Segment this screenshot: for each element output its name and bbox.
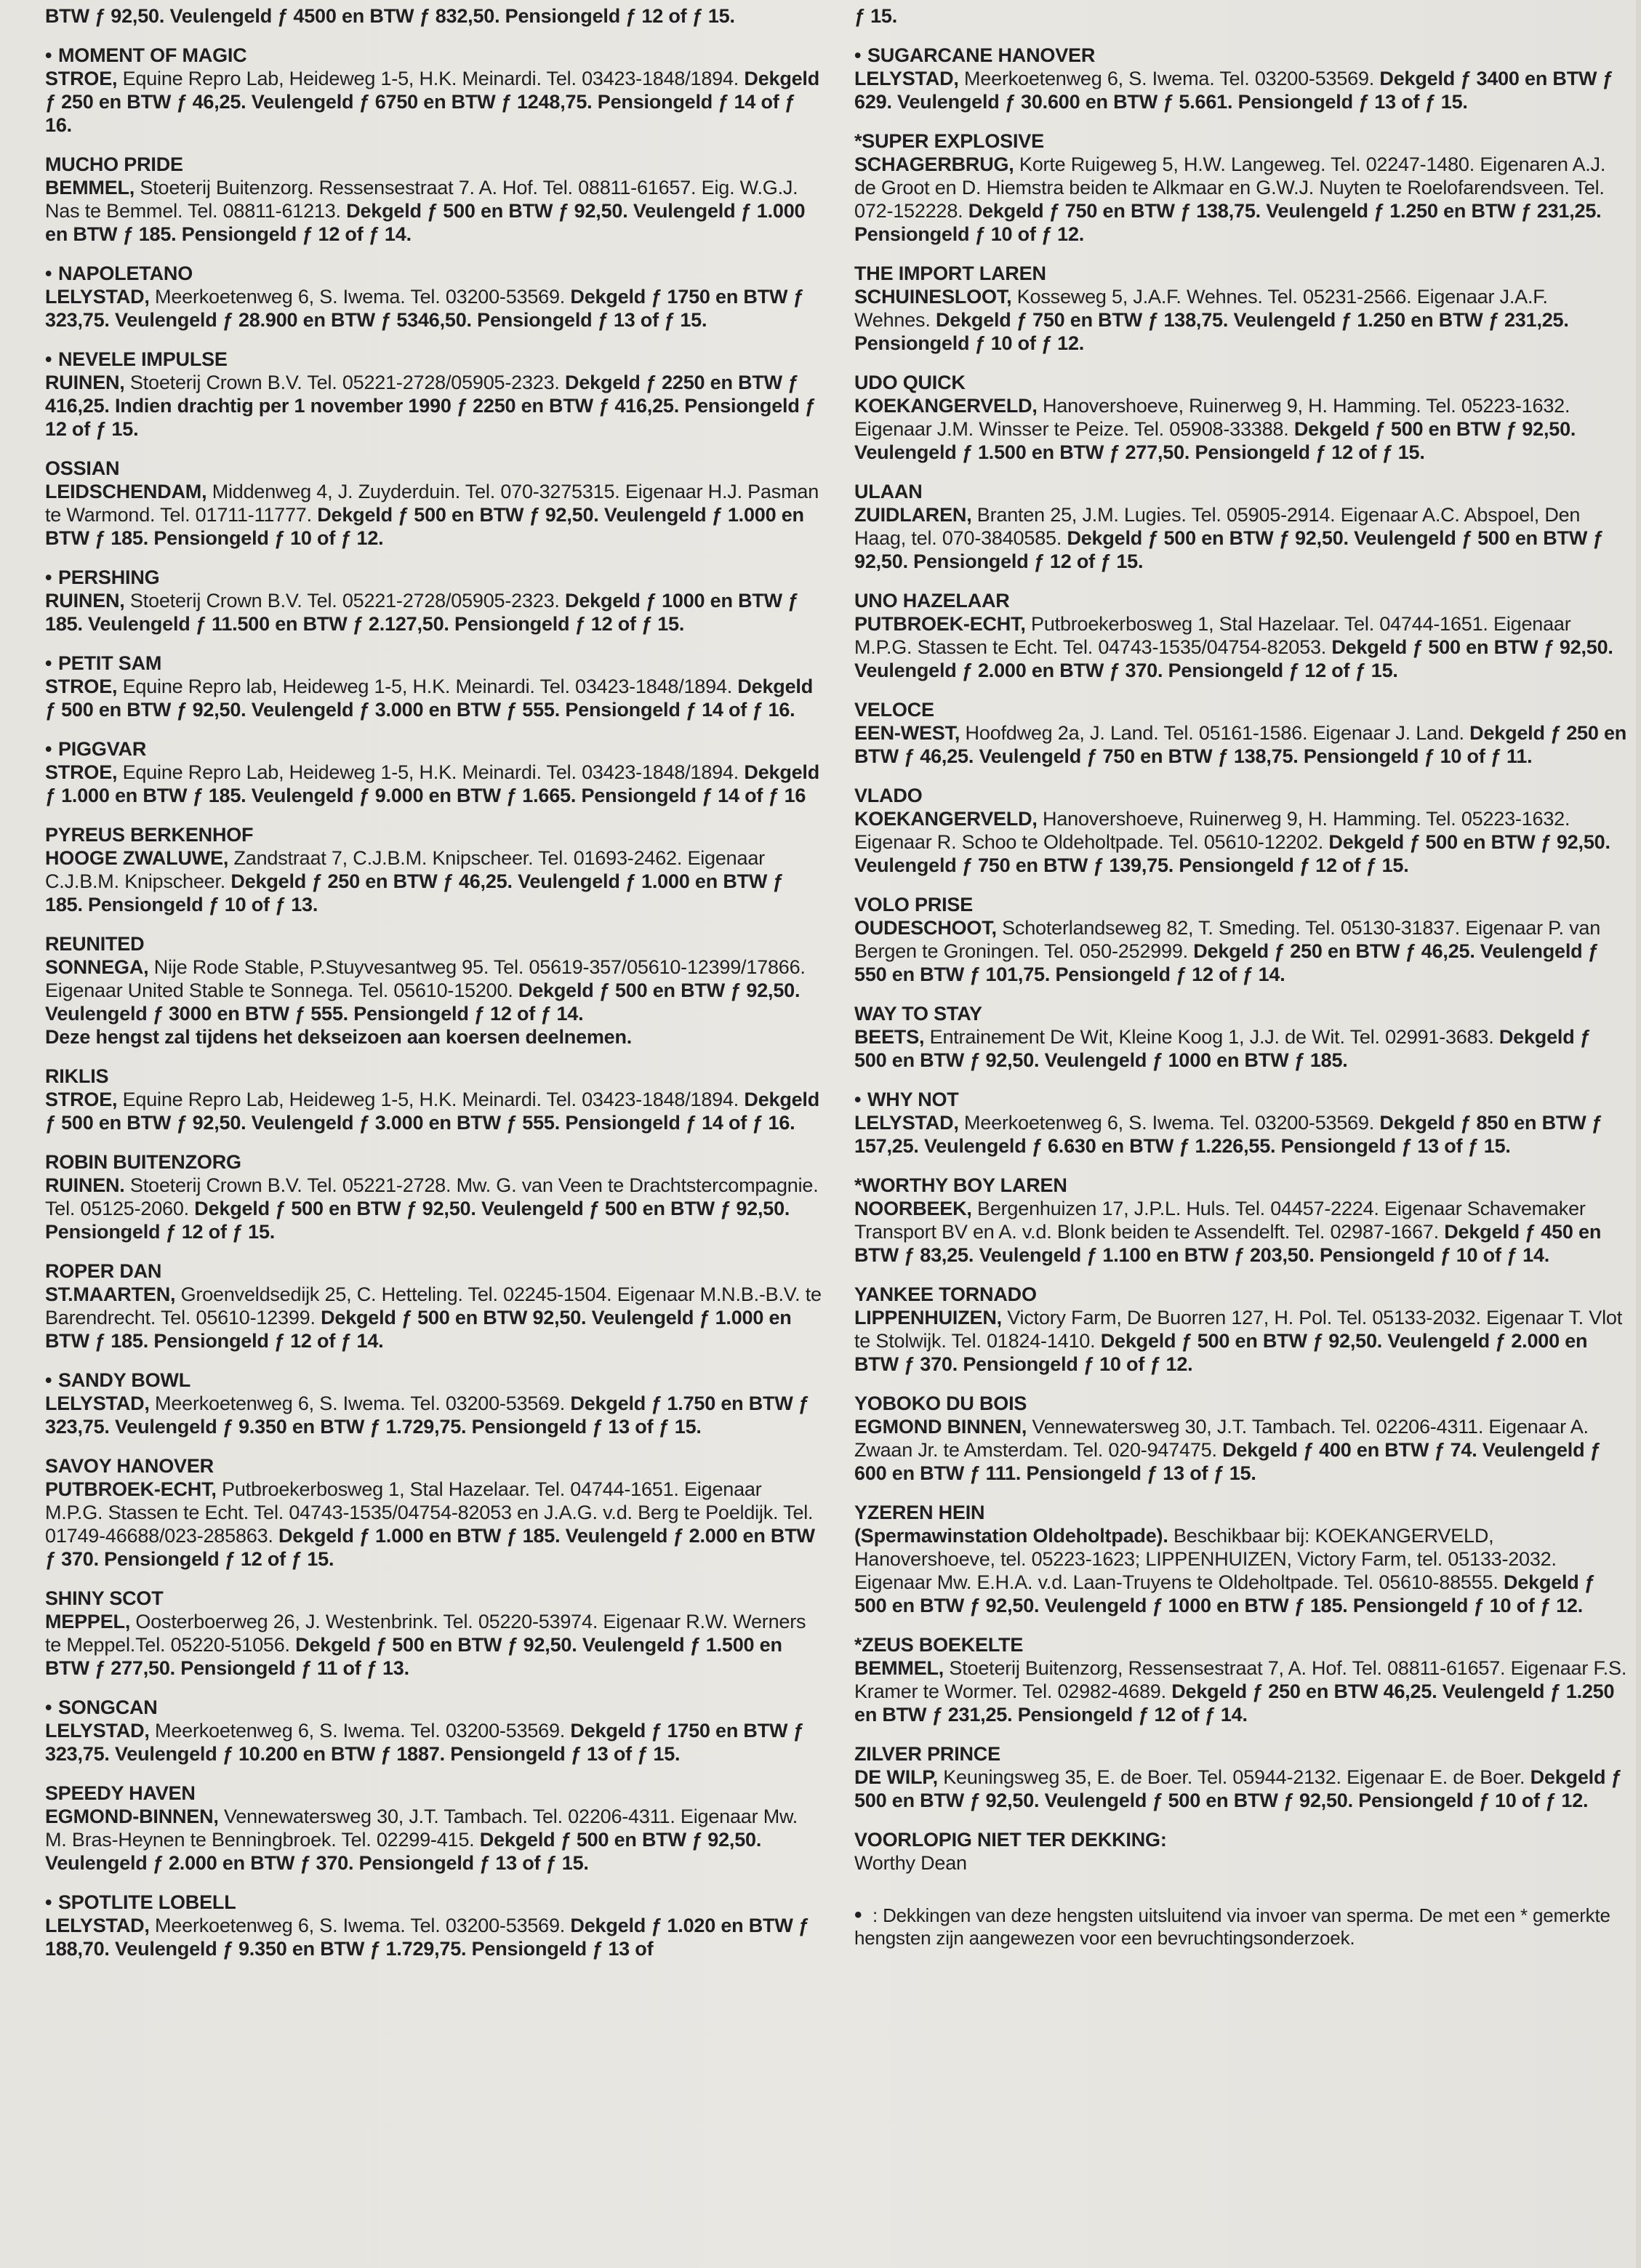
stallion-name: WAY TO STAY <box>854 1003 982 1025</box>
stallion-name: VLADO <box>854 785 923 806</box>
stallion-body <box>45 847 783 915</box>
stallion-fees: Dekgeld ƒ 1.750 en BTW ƒ 323,75. Veulengeld ƒ 9.350 en BTW ƒ 1.729,75. Pensiongeld ƒ 13 of ƒ 15. <box>45 1393 809 1438</box>
stallion-details: Victory Farm, De Buorren 127, H. Pol. Tel. 05133-2032. Eigenaar T. Vlot te Stolwijk. Tel. 01824-1410. <box>854 1307 1622 1352</box>
stallion-name-line <box>854 262 1628 285</box>
stallion-location: EEN-WEST, <box>854 722 960 744</box>
stallion-details: Beschikbaar bij: KOEKANGERVELD, Hanovershoeve, tel. 05223-1623; LIPPENHUIZEN, Victory Farm, tel. 05133-2032. Eigenaar Mw. E.H.A. v.d. Laan-Truyens te Oldeholtpade. Tel. 05610-88555. <box>854 1525 1557 1593</box>
stallion-fees: Dekgeld ƒ 1750 en BTW ƒ 323,75. Veulengeld ƒ 10.200 en BTW ƒ 1887. Pensiongeld ƒ 13 of ƒ 15. <box>45 1720 804 1765</box>
stallion-details: Oosterboerweg 26, J. Westenbrink. Tel. 05220-53974. Eigenaar R.W. Werners te Meppel.Tel. 05220-51056. <box>45 1611 806 1656</box>
stallion-details: Entrainement De Wit, Kleine Koog 1, J.J. de Wit. Tel. 02991-3683. <box>924 1026 1499 1048</box>
stallion-details: Meerkoetenweg 6, S. Iwema. Tel. 03200-53569. <box>958 1112 1380 1134</box>
stallion-body <box>45 676 813 721</box>
stallion-name-line <box>45 44 823 67</box>
stallion-location: EGMOND BINNEN, <box>854 1416 1027 1438</box>
stallion-name-line <box>854 1174 1628 1197</box>
stallion-body <box>45 286 803 331</box>
not-covering-heading: VOORLOPIG NIET TER DEKKING: <box>854 1829 1167 1851</box>
stallion-fees: Dekgeld ƒ 1.000 en BTW ƒ 185. Veulengeld ƒ 2.000 en BTW ƒ 370. Pensiongeld ƒ 12 of ƒ 15. <box>45 1525 815 1570</box>
stallion-body <box>45 177 805 245</box>
stallion-details: Groenveldsedijk 25, C. Hetteling. Tel. 02245-1504. Eigenaar M.N.B.-B.V. te Barendrecht. Tel. 05610-12399. <box>45 1283 822 1329</box>
stallion-name: SHINY SCOT <box>45 1587 164 1609</box>
stallion-details: Vennewatersweg 30, J.T. Tambach. Tel. 02206-4311. Eigenaar A. Zwaan Jr. te Amsterdam. Tel. 020-947475. <box>854 1416 1589 1461</box>
stallion-name: YOBOKO DU BOIS <box>854 1393 1027 1414</box>
stallion-entry <box>854 698 1628 768</box>
stallion-entry <box>854 784 1628 877</box>
stallion-name-line <box>45 262 823 285</box>
stallion-fees: Dekgeld ƒ 250 en BTW 46,25. Veulengeld ƒ 1.250 en BTW ƒ 231,25. Pensiongeld ƒ 12 of ƒ 14. <box>854 1680 1615 1726</box>
stallion-location: KOEKANGERVELD, <box>854 395 1038 417</box>
stallion-entry <box>45 457 823 550</box>
stallion-fees: Dekgeld ƒ 2250 en BTW ƒ 416,25. Indien drachtig per 1 november 1990 ƒ 2250 en BTW ƒ 416,25. Pensiongeld ƒ 12 of ƒ 15. <box>45 372 816 440</box>
stallion-details: Korte Ruigeweg 5, H.W. Langeweg. Tel. 02247-1480. Eigenaren A.J. de Groot en D. Hiemstra beiden te Alkmaar en G.W.J. Nuyten te Roelofarendsveen. Tel. 072-152228. <box>854 153 1606 222</box>
stallion-name-line <box>854 1633 1628 1656</box>
stallion-details: Vennewatersweg 30, J.T. Tambach. Tel. 02206-4311. Eigenaar Mw. M. Bras-Heynen te Benningbroek. Tel. 02299-415. <box>45 1806 798 1851</box>
stallion-location: STROE, <box>45 68 118 89</box>
bullet-icon: • <box>45 1369 52 1391</box>
stallion-location: RUINEN, <box>45 372 125 393</box>
stallion-fees: Dekgeld ƒ 500 en BTW ƒ 92,50. Veulengeld ƒ 2.000 en BTW ƒ 370. Pensiongeld ƒ 12 of ƒ 15. <box>854 636 1613 681</box>
stallion-body <box>854 1026 1591 1071</box>
stallion-entry <box>45 737 823 807</box>
stallion-entry <box>854 1283 1628 1376</box>
stallion-body <box>854 1416 1601 1484</box>
stallion-location: KOEKANGERVELD, <box>854 808 1038 830</box>
continuation-text <box>854 4 1628 28</box>
stallion-fees: Dekgeld ƒ 250 en BTW ƒ 46,25. Veulengeld ƒ 550 en BTW ƒ 101,75. Pensiongeld ƒ 12 of ƒ 14. <box>854 940 1599 985</box>
stallion-body <box>45 761 819 806</box>
stallion-location: STROE, <box>45 676 118 697</box>
stallion-fees: Dekgeld ƒ 500 en BTW ƒ 92,50. Veulengeld ƒ 2.000 en BTW ƒ 370. Pensiongeld ƒ 10 of ƒ 12. <box>854 1330 1588 1375</box>
stallion-body <box>854 722 1626 767</box>
stallion-body <box>854 68 1613 113</box>
stallion-location: OUDESCHOOT, <box>854 917 997 939</box>
stallion-name-line <box>45 1454 823 1478</box>
stallion-location: LELYSTAD, <box>45 1915 150 1936</box>
stallion-fees: Dekgeld ƒ 500 en BTW ƒ 92,50. Veulengeld ƒ 1.000 en BTW ƒ 185. Pensiongeld ƒ 12 of ƒ 14. <box>45 200 806 245</box>
stallion-fees: Dekgeld ƒ 450 en BTW ƒ 83,25. Veulengeld ƒ 1.100 en BTW ƒ 203,50. Pensiongeld ƒ 10 of ƒ 14. <box>854 1221 1602 1266</box>
stallion-name: *WORTHY BOY LAREN <box>854 1174 1067 1196</box>
stallion-entry <box>854 371 1628 464</box>
stallion-location: LIPPENHUIZEN, <box>854 1307 1002 1329</box>
stallion-location: STROE, <box>45 761 118 783</box>
stallion-entry <box>45 652 823 721</box>
stallion-name: NEVELE IMPULSE <box>58 348 228 370</box>
stallion-location: HOOGE ZWALUWE, <box>45 847 229 869</box>
stallion-entry <box>45 44 823 137</box>
stallion-location: NOORBEEK, <box>854 1198 972 1219</box>
stallion-name-line <box>854 371 1628 394</box>
bullet-icon: • <box>45 652 52 674</box>
stallion-body <box>45 1283 822 1352</box>
stallion-name-line <box>854 1742 1628 1766</box>
stallion-details: Equine Repro Lab, Heideweg 1-5, H.K. Meinardi. Tel. 03423-1848/1894. <box>117 761 745 783</box>
stallion-details: Equine Repro lab, Heideweg 1-5, H.K. Meinardi. Tel. 03423-1848/1894. <box>117 676 738 697</box>
stallion-name-line <box>854 1501 1628 1524</box>
stallion-body <box>45 956 806 1025</box>
stallion-details: Middenweg 4, J. Zuyderduin. Tel. 070-3275315. Eigenaar H.J. Pasman te Warmond. Tel. 01711-11777. <box>45 481 819 526</box>
bullet-icon: • <box>45 263 52 284</box>
stallion-entry <box>45 1891 823 1960</box>
stallion-name: ROPER DAN <box>45 1260 162 1282</box>
stallion-body <box>854 613 1613 681</box>
stallion-entry <box>45 932 823 1049</box>
stallion-entry <box>854 1392 1628 1485</box>
continuation-text <box>45 4 823 28</box>
stallion-fees: Dekgeld ƒ 500 en BTW ƒ 92,50. Veulengeld ƒ 1000 en BTW ƒ 185. <box>854 1026 1591 1071</box>
stallion-entry <box>45 262 823 332</box>
stallion-location: BEETS, <box>854 1026 925 1048</box>
stallion-location: SCHAGERBRUG, <box>854 153 1014 175</box>
stallion-name-line <box>854 129 1628 153</box>
stallion-name-line <box>45 1065 823 1088</box>
stallion-name: SONGCAN <box>58 1696 158 1718</box>
stallion-name: SANDY BOWL <box>58 1369 191 1391</box>
stallion-location: LELYSTAD, <box>45 1393 150 1414</box>
stallion-fees: Dekgeld ƒ 3400 en BTW ƒ 629. Veulengeld ƒ 30.600 en BTW ƒ 5.661. Pensiongeld ƒ 13 of ƒ 15. <box>854 68 1613 113</box>
stallion-name: MOMENT OF MAGIC <box>58 44 247 66</box>
stallion-body <box>854 1657 1626 1726</box>
stallion-details: Nije Rode Stable, P.Stuyvesantweg 95. Tel. 05619-357/05610-12399/17866. Eigenaar United Stable te Sonnega. Tel. 05610-15200. <box>45 956 806 1001</box>
stallion-name: OSSIAN <box>45 457 120 479</box>
stallion-name: UDO QUICK <box>854 372 966 393</box>
stallion-fees: Dekgeld ƒ 400 en BTW ƒ 74. Veulengeld ƒ 600 en BTW ƒ 111. Pensiongeld ƒ 13 of ƒ 15. <box>854 1439 1601 1484</box>
stallion-body <box>45 1806 798 1874</box>
stallion-body <box>45 1915 809 1960</box>
stallion-name: PETIT SAM <box>58 652 162 674</box>
right-entry-list <box>854 44 1628 1812</box>
stallion-details: Schoterlandseweg 82, T. Smeding. Tel. 05130-31837. Eigenaar P. van Bergen te Groningen. Tel. 050-252999. <box>854 917 1601 962</box>
stallion-name: UNO HAZELAAR <box>854 590 1010 612</box>
not-covering-name: Worthy Dean <box>854 1852 967 1874</box>
stallion-name: PYREUS BERKENHOF <box>45 824 254 846</box>
stallion-name-line <box>854 589 1628 612</box>
stallion-details: Branten 25, J.M. Lugies. Tel. 05905-2914. Eigenaar A.C. Abspoel, Den Haag, tel. 070-3840585. <box>854 504 1581 549</box>
stallion-details: Putbroekerbosweg 1, Stal Hazelaar. Tel. 04744-1651. Eigenaar M.P.G. Stassen te Echt. Tel. 04743-1535/04754-82053. <box>854 613 1571 658</box>
stallion-name: ROBIN BUITENZORG <box>45 1151 241 1173</box>
stallion-location: DE WILP, <box>854 1766 938 1788</box>
stallion-details: Hoofdweg 2a, J. Land. Tel. 05161-1586. Eigenaar J. Land. <box>960 722 1470 744</box>
bullet-icon: • <box>45 44 52 66</box>
stallion-entry <box>45 1150 823 1243</box>
stallion-body <box>854 286 1569 354</box>
stallion-location: RUINEN, <box>45 590 125 612</box>
stallion-entry <box>854 262 1628 355</box>
stallion-name-line <box>45 932 823 955</box>
stallion-entry <box>854 1088 1628 1158</box>
stallion-entry <box>854 44 1628 113</box>
stallion-fees: Dekgeld ƒ 500 en BTW ƒ 92,50. Veulengeld ƒ 3000 en BTW ƒ 555. Pensiongeld ƒ 12 of ƒ 14. <box>45 979 801 1025</box>
stallion-name-line <box>854 1088 1628 1111</box>
stallion-body <box>854 153 1605 245</box>
bullet-icon: • <box>45 1891 52 1913</box>
stallion-name: NAPOLETANO <box>58 263 193 284</box>
stallion-details: Kosseweg 5, J.A.F. Wehnes. Tel. 05231-2566. Eigenaar J.A.F. Wehnes. <box>854 286 1548 331</box>
stallion-body <box>854 1525 1595 1616</box>
stallion-body <box>45 68 819 136</box>
stallion-body <box>854 917 1600 985</box>
stallion-entry <box>45 1587 823 1680</box>
bullet-icon: • <box>854 44 862 66</box>
stallion-body <box>45 590 798 635</box>
page-edge <box>1636 0 1641 2268</box>
stallion-details: Stoeterij Crown B.V. Tel. 05221-2728/05905-2323. <box>124 372 566 393</box>
stallion-entry <box>854 129 1628 246</box>
stallion-location: ST.MAARTEN, <box>45 1283 176 1305</box>
stallion-name-line <box>854 44 1628 67</box>
footnote <box>854 1904 1628 1950</box>
stallion-name-line <box>45 652 823 675</box>
stallion-name-line <box>45 348 823 371</box>
stallion-name-line <box>854 698 1628 721</box>
stallion-fees: Dekgeld ƒ 250 en BTW ƒ 46,25. Veulengeld ƒ 6750 en BTW ƒ 1248,75. Pensiongeld ƒ 14 of ƒ 16. <box>45 68 820 136</box>
stallion-entry <box>854 589 1628 682</box>
bullet-icon: • <box>854 1089 862 1110</box>
stallion-name-line <box>854 1392 1628 1415</box>
stallion-name-line <box>45 1150 823 1174</box>
stallion-location: LELYSTAD, <box>854 1112 959 1134</box>
stallion-entry <box>854 1742 1628 1812</box>
stallion-fees: Dekgeld ƒ 850 en BTW ƒ 157,25. Veulengeld ƒ 6.630 en BTW ƒ 1.226,55. Pensiongeld ƒ 13 of ƒ 15. <box>854 1112 1602 1157</box>
left-entry-list <box>45 44 823 1960</box>
bullet-icon: • <box>854 1903 862 1927</box>
stallion-fees: Dekgeld ƒ 500 en BTW ƒ 92,50. Veulengeld ƒ 500 en BTW ƒ 92,50. Pensiongeld ƒ 10 of ƒ 12. <box>854 1766 1622 1811</box>
stallion-details: Stoeterij Crown B.V. Tel. 05221-2728. Mw. G. van Veen te Drachtstercompagnie. Tel. 05125-2060. <box>45 1174 819 1219</box>
bullet-icon: • <box>45 738 52 760</box>
stallion-body <box>45 1393 809 1438</box>
stallion-details: Bergenhuizen 17, J.P.L. Huls. Tel. 04457-2224. Eigenaar Schavemaker Transport BV en A. v.d. Blonk beiden te Assendelft. Tel. 02987-1667. <box>854 1198 1586 1243</box>
stallion-name: SAVOY HANOVER <box>45 1455 214 1477</box>
stallion-location: LELYSTAD, <box>45 286 150 308</box>
stallion-name-line <box>45 566 823 589</box>
stallion-name: SUGARCANE HANOVER <box>867 44 1096 66</box>
stallion-name: ZILVER PRINCE <box>854 1743 1000 1765</box>
stallion-entry <box>854 893 1628 986</box>
stallion-location: (Spermawinstation Oldeholtpade). <box>854 1525 1168 1547</box>
stallion-entry <box>45 1454 823 1571</box>
stallion-entry <box>45 566 823 636</box>
stallion-location: MEPPEL, <box>45 1611 131 1632</box>
stallion-details: Meerkoetenweg 6, S. Iwema. Tel. 03200-53569. <box>149 1720 571 1742</box>
stallion-name: *ZEUS BOEKELTE <box>854 1634 1024 1656</box>
stallion-body <box>854 395 1576 463</box>
stallion-name: YANKEE TORNADO <box>854 1283 1037 1305</box>
stallion-name: RIKLIS <box>45 1065 109 1087</box>
stallion-details: Meerkoetenweg 6, S. Iwema. Tel. 03200-53569. <box>958 68 1380 89</box>
stallion-fees: Dekgeld ƒ 1750 en BTW ƒ 323,75. Veulengeld ƒ 28.900 en BTW ƒ 5346,50. Pensiongeld ƒ 13 of ƒ 15. <box>45 286 804 331</box>
not-covering-section <box>854 1828 1628 1875</box>
stallion-name-line <box>45 1369 823 1392</box>
stallion-entry <box>854 1174 1628 1267</box>
stallion-location: SONNEGA, <box>45 956 149 978</box>
stallion-name: PERSHING <box>58 566 160 588</box>
left-column <box>45 4 823 1976</box>
stallion-name-line <box>854 1002 1628 1025</box>
stallion-name-line <box>45 153 823 176</box>
stallion-body <box>854 504 1603 572</box>
stallion-name-line <box>45 1696 823 1719</box>
stallion-fees: Dekgeld ƒ 500 en BTW ƒ 92,50. Veulengeld ƒ 1000 en BTW ƒ 185. Pensiongeld ƒ 10 of ƒ 12. <box>854 1571 1595 1616</box>
stallion-entry <box>45 153 823 246</box>
stallion-details: Meerkoetenweg 6, S. Iwema. Tel. 03200-53569. <box>149 1393 571 1414</box>
continuation-fees: BTW ƒ 92,50. Veulengeld ƒ 4500 en BTW ƒ 832,50. Pensiongeld ƒ 12 of ƒ 15. <box>45 5 735 27</box>
stallion-entry <box>45 1259 823 1353</box>
stallion-location: LELYSTAD, <box>854 68 959 89</box>
stallion-entry <box>854 1501 1628 1617</box>
stallion-details: Equine Repro Lab, Heideweg 1-5, H.K. Meinardi. Tel. 03423-1848/1894. <box>117 1089 745 1110</box>
stallion-name-line <box>45 1587 823 1610</box>
stallion-details: Meerkoetenweg 6, S. Iwema. Tel. 03200-53569. <box>149 286 571 308</box>
stallion-fees: Dekgeld ƒ 1000 en BTW ƒ 185. Veulengeld ƒ 11.500 en BTW ƒ 2.127,50. Pensiongeld ƒ 12 of ƒ 15. <box>45 590 799 635</box>
stallion-fees: Dekgeld ƒ 500 en BTW ƒ 92,50. Veulengeld ƒ 500 en BTW ƒ 92,50. Pensiongeld ƒ 12 of ƒ 15. <box>854 527 1604 572</box>
stallion-name: SPEEDY HAVEN <box>45 1782 196 1804</box>
stallion-details: Equine Repro Lab, Heideweg 1-5, H.K. Meinardi. Tel. 03423-1848/1894. <box>117 68 745 89</box>
stallion-body <box>854 808 1610 876</box>
stallion-location: SCHUINESLOOT, <box>854 286 1012 308</box>
stallion-body <box>45 1174 819 1243</box>
stallion-name: YZEREN HEIN <box>854 1502 985 1523</box>
stallion-fees: Dekgeld ƒ 500 en BTW 92,50. Veulengeld ƒ 1.000 en BTW ƒ 185. Pensiongeld ƒ 12 of ƒ 14. <box>45 1307 792 1352</box>
stallion-entry <box>854 480 1628 573</box>
stallion-fees: Dekgeld ƒ 500 en BTW ƒ 92,50. Veulengeld ƒ 500 en BTW ƒ 92,50. Pensiongeld ƒ 12 of ƒ 15. <box>45 1198 790 1243</box>
stallion-entry <box>45 1782 823 1875</box>
stallion-name: WHY NOT <box>867 1089 959 1110</box>
stallion-location: LELYSTAD, <box>45 1720 150 1742</box>
stallion-fees: Dekgeld ƒ 500 en BTW ƒ 92,50. Veulengeld ƒ 3.000 en BTW ƒ 555. Pensiongeld ƒ 14 of ƒ 16. <box>45 1089 820 1134</box>
stallion-name-line <box>854 480 1628 503</box>
stallion-entry <box>45 1696 823 1766</box>
bullet-icon: • <box>45 348 52 370</box>
stallion-fees: Dekgeld ƒ 250 en BTW ƒ 46,25. Veulengeld ƒ 750 en BTW ƒ 138,75. Pensiongeld ƒ 10 of ƒ 11. <box>854 722 1627 767</box>
stallion-location: PUTBROEK-ECHT, <box>45 1478 217 1500</box>
stallion-body <box>45 481 819 549</box>
stallion-name-line <box>45 1782 823 1805</box>
stallion-name-line <box>45 1259 823 1283</box>
stallion-body <box>45 1089 819 1134</box>
stallion-entry <box>854 1002 1628 1072</box>
stallion-name: ULAAN <box>854 481 923 502</box>
stallion-body <box>854 1307 1622 1375</box>
stallion-name-line <box>45 737 823 761</box>
stallion-body <box>45 1478 815 1570</box>
stallion-note: Deze hengst zal tijdens het dekseizoen aan koersen deelnemen. <box>45 1026 633 1048</box>
stallion-name-line <box>45 457 823 480</box>
stallion-details: Putbroekerbosweg 1, Stal Hazelaar. Tel. 04744-1651. Eigenaar M.P.G. Stassen te Echt. Tel. 04743-1535/04754-82053 en J.A.G. v.d. Berg te Poeldijk. Tel. 01749-46688/023-285863. <box>45 1478 814 1547</box>
stallion-details: Meerkoetenweg 6, S. Iwema. Tel. 03200-53569. <box>149 1915 571 1936</box>
stallion-details: Hanovershoeve, Ruinerweg 9, H. Hamming. Tel. 05223-1632. Eigenaar R. Schoo te Oldeholtpade. Tel. 05610-12202. <box>854 808 1570 853</box>
stallion-details: Stoeterij Buitenzorg, Ressensestraat 7, A. Hof. Tel. 08811-61657. Eigenaar F.S. Kramer te Wormer. Tel. 02982-4689. <box>854 1657 1627 1702</box>
right-column <box>854 4 1628 1950</box>
continuation-fees: ƒ 15. <box>854 5 898 27</box>
footnote-text: : Dekkingen van deze hengsten uitsluitend via invoer van sperma. De met een * gemerkte hengsten zijn aangewezen voor een bevruchtingsonderzoek. <box>854 1904 1610 1949</box>
stallion-details: Hanovershoeve, Ruinerweg 9, H. Hamming. Tel. 05223-1632. Eigenaar J.M. Winsser te Peize. Tel. 05908-33388. <box>854 395 1570 440</box>
stallion-entry <box>45 1369 823 1438</box>
stallion-fees: Dekgeld ƒ 250 en BTW ƒ 46,25. Veulengeld ƒ 1.000 en BTW ƒ 185. Pensiongeld ƒ 10 of ƒ 13. <box>45 870 784 915</box>
stallion-name: PIGGVAR <box>58 738 147 760</box>
stallion-body <box>45 372 816 440</box>
stallion-name: VOLO PRISE <box>854 894 974 915</box>
stallion-body <box>854 1112 1602 1157</box>
stallion-body <box>854 1766 1621 1811</box>
stallion-fees: Dekgeld ƒ 500 en BTW ƒ 92,50. Veulengeld ƒ 1.500 en BTW ƒ 277,50. Pensiongeld ƒ 11 of ƒ 13. <box>45 1634 782 1679</box>
stallion-location: LEIDSCHENDAM, <box>45 481 207 502</box>
bullet-icon: • <box>45 566 52 588</box>
stallion-name-line <box>45 1891 823 1914</box>
stallion-name: VELOCE <box>854 699 934 721</box>
stallion-location: RUINEN. <box>45 1174 125 1196</box>
stallion-entry <box>854 1633 1628 1726</box>
stallion-fees: Dekgeld ƒ 500 en BTW ƒ 92,50. Veulengeld ƒ 750 en BTW ƒ 139,75. Pensiongeld ƒ 12 of ƒ 15. <box>854 831 1610 876</box>
stallion-name: MUCHO PRIDE <box>45 153 183 175</box>
stallion-name: REUNITED <box>45 933 145 955</box>
stallion-entry <box>45 348 823 441</box>
stallion-details: Keuningsweg 35, E. de Boer. Tel. 05944-2132. Eigenaar E. de Boer. <box>937 1766 1530 1788</box>
stallion-fees: Dekgeld ƒ 500 en BTW ƒ 92,50. Veulengeld ƒ 1.500 en BTW ƒ 277,50. Pensiongeld ƒ 12 of ƒ 15. <box>854 418 1576 463</box>
stallion-entry <box>45 823 823 916</box>
stallion-fees: Dekgeld ƒ 500 en BTW ƒ 92,50. Veulengeld ƒ 3.000 en BTW ƒ 555. Pensiongeld ƒ 14 of ƒ 16. <box>45 676 813 721</box>
stallion-fees: Dekgeld ƒ 750 en BTW ƒ 138,75. Veulengeld ƒ 1.250 en BTW ƒ 231,25. Pensiongeld ƒ 10 of ƒ 12. <box>854 200 1602 245</box>
stallion-location: ZUIDLAREN, <box>854 504 972 526</box>
stallion-location: BEMMEL, <box>45 177 135 199</box>
stallion-details: Stoeterij Buitenzorg. Ressensestraat 7. A. Hof. Tel. 08811-61657. Eig. W.G.J. Nas te Bemmel. Tel. 08811-61213. <box>45 177 798 222</box>
stallion-name-line <box>45 823 823 846</box>
stallion-name-line <box>854 1283 1628 1306</box>
stallion-body <box>45 1720 803 1765</box>
stallion-fees: Dekgeld ƒ 1.000 en BTW ƒ 185. Veulengeld ƒ 9.000 en BTW ƒ 1.665. Pensiongeld ƒ 14 of ƒ 16 <box>45 761 820 806</box>
stallion-fees: Dekgeld ƒ 500 en BTW ƒ 92,50. Veulengeld ƒ 1.000 en BTW ƒ 185. Pensiongeld ƒ 10 of ƒ 12. <box>45 504 804 549</box>
stallion-details: Stoeterij Crown B.V. Tel. 05221-2728/05905-2323. <box>124 590 566 612</box>
stallion-name: *SUPER EXPLOSIVE <box>854 130 1044 152</box>
stallion-name: SPOTLITE LOBELL <box>58 1891 236 1913</box>
stallion-body <box>45 1611 806 1679</box>
stallion-details: Zandstraat 7, C.J.B.M. Knipscheer. Tel. 01693-2462. Eigenaar C.J.B.M. Knipscheer. <box>45 847 765 892</box>
stallion-location: EGMOND-BINNEN, <box>45 1806 219 1827</box>
stallion-name-line <box>854 784 1628 807</box>
stallion-location: STROE, <box>45 1089 118 1110</box>
stallion-entry <box>45 1065 823 1134</box>
stallion-body <box>854 1198 1601 1266</box>
stallion-fees: Dekgeld ƒ 1.020 en BTW ƒ 188,70. Veulengeld ƒ 9.350 en BTW ƒ 1.729,75. Pensiongeld ƒ 13 of <box>45 1915 809 1960</box>
stallion-fees: Dekgeld ƒ 750 en BTW ƒ 138,75. Veulengeld ƒ 1.250 en BTW ƒ 231,25. Pensiongeld ƒ 10 of ƒ 12. <box>854 309 1569 354</box>
stallion-location: BEMMEL, <box>854 1657 944 1679</box>
bullet-icon: • <box>45 1696 52 1718</box>
stallion-fees: Dekgeld ƒ 500 en BTW ƒ 92,50. Veulengeld ƒ 2.000 en BTW ƒ 370. Pensiongeld ƒ 13 of ƒ 15. <box>45 1829 762 1874</box>
stallion-location: PUTBROEK-ECHT, <box>854 613 1026 635</box>
stallion-name: THE IMPORT LAREN <box>854 263 1046 284</box>
stallion-name-line <box>854 893 1628 916</box>
